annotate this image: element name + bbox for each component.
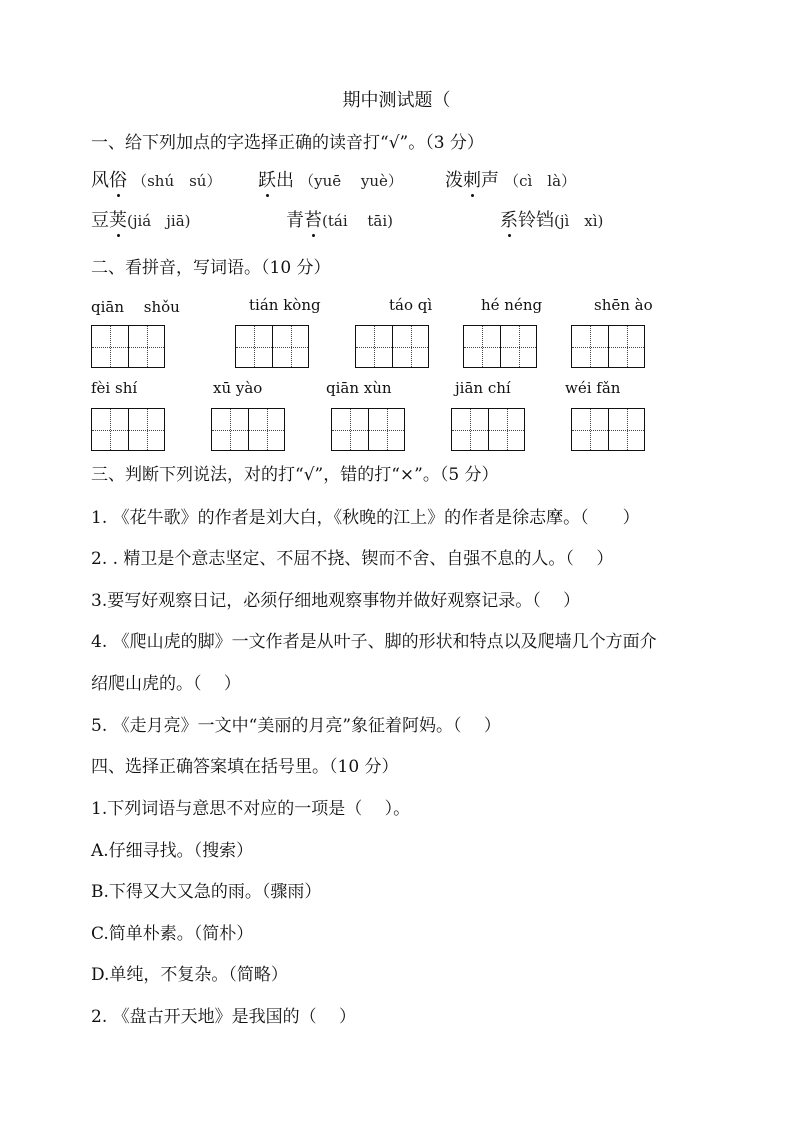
dotted-char: 刺 — [463, 166, 481, 192]
writing-grid[interactable] — [91, 408, 165, 451]
section2-heading: 二、看拼音，写词语。（10 分） — [91, 258, 331, 278]
grid-cell[interactable] — [332, 409, 368, 450]
section4-heading: 四、选择正确答案填在括号里。（10 分） — [91, 757, 399, 777]
grid-cell[interactable] — [500, 326, 536, 367]
pinyin-label: fèi shí — [91, 379, 138, 397]
pinyin-label: jiān chí — [455, 379, 511, 397]
judgment-item-1: 1. 《花牛歌》的作者是刘大白，《秋晚的江上》的作者是徐志摩。（ ） — [91, 508, 640, 528]
section1-item-6 — [500, 206, 603, 232]
grid-cell[interactable] — [92, 409, 128, 450]
writing-grid[interactable] — [211, 408, 285, 451]
pinyin-options: （cì là） — [504, 172, 577, 190]
grid-cell[interactable] — [272, 326, 308, 367]
judgment-item-3: 3.要写好观察日记，必须仔细地观察事物并做好观察记录。（ ） — [91, 591, 581, 611]
writing-grid[interactable] — [571, 325, 645, 368]
pinyin-label: táo qì — [389, 296, 433, 314]
writing-grid[interactable] — [355, 325, 429, 368]
writing-grid[interactable] — [235, 325, 309, 368]
section1-heading: 一、给下列加点的字选择正确的读音打“√”。（3 分） — [91, 133, 484, 153]
question-1: 1.下列词语与意思不对应的一项是（ ）。 — [91, 799, 411, 819]
grid-cell[interactable] — [236, 326, 272, 367]
grid-cell[interactable] — [452, 409, 488, 450]
option-c: C.简单朴素。（简朴） — [91, 924, 254, 944]
dotted-char: 荚 — [109, 206, 127, 232]
word-text: 出 — [276, 170, 294, 191]
grid-cell[interactable] — [392, 326, 428, 367]
pinyin-options: (tái tāi) — [322, 212, 394, 230]
pinyin-options: （yuē yuè） — [299, 172, 403, 190]
option-d: D.单纯，不复杂。（简略） — [91, 965, 288, 985]
word-text: 泼 — [445, 170, 463, 191]
option-b: B.下得又大又急的雨。（骤雨） — [91, 882, 322, 902]
grid-cell[interactable] — [356, 326, 392, 367]
dotted-char: 俗 — [109, 166, 127, 192]
grid-cell[interactable] — [608, 409, 644, 450]
question-2: 2. 《盘古开天地》是我国的（ ） — [91, 1007, 357, 1027]
word-text: 声 — [481, 170, 499, 191]
judgment-item-2: 2. . 精卫是个意志坚定、不屈不挠、锲而不舍、自强不息的人。（ ） — [91, 549, 614, 569]
word-text: 风 — [91, 170, 109, 191]
grid-cell[interactable] — [464, 326, 500, 367]
section1-item-1 — [91, 166, 221, 192]
pinyin-label: tián kòng — [249, 296, 321, 314]
section3-heading: 三、判断下列说法，对的打“√”，错的打“×”。（5 分） — [91, 465, 499, 485]
page-title: 期中测试题（ — [342, 90, 451, 111]
pinyin-label: qiān xùn — [326, 379, 392, 397]
writing-grid[interactable] — [91, 325, 165, 368]
writing-grid[interactable] — [571, 408, 645, 451]
writing-grid[interactable] — [331, 408, 405, 451]
pinyin-label: qiān shǒu — [91, 298, 180, 316]
grid-cell[interactable] — [488, 409, 524, 450]
grid-cell[interactable] — [608, 326, 644, 367]
word-text: 铃铛 — [518, 210, 554, 231]
section1-item-3 — [445, 166, 576, 192]
section1-item-5 — [286, 206, 393, 232]
grid-cell[interactable] — [572, 326, 608, 367]
judgment-item-4: 4. 《爬山虎的脚》一文作者是从叶子、脚的形状和特点以及爬墙几个方面介 — [91, 632, 657, 652]
grid-cell[interactable] — [212, 409, 248, 450]
section1-item-4 — [91, 206, 191, 232]
option-a: A.仔细寻找。（搜索） — [91, 841, 254, 861]
section1-item-2 — [258, 166, 403, 192]
grid-cell[interactable] — [248, 409, 284, 450]
dotted-char: 系 — [500, 206, 518, 232]
word-text: 青 — [286, 210, 304, 231]
dotted-char: 跃 — [258, 166, 276, 192]
grid-cell[interactable] — [92, 326, 128, 367]
word-text: 豆 — [91, 210, 109, 231]
writing-grid[interactable] — [463, 325, 537, 368]
pinyin-label: xū yào — [213, 379, 263, 397]
pinyin-options: （shú sú） — [132, 172, 222, 190]
pinyin-options: (jì xì) — [554, 212, 604, 230]
grid-cell[interactable] — [368, 409, 404, 450]
dotted-char: 苔 — [304, 206, 322, 232]
pinyin-label: hé néng — [481, 296, 543, 314]
pinyin-label: wéi fǎn — [565, 379, 621, 397]
judgment-item-5: 5. 《走月亮》一文中“美丽的月亮”象征着阿妈。（ ） — [91, 716, 501, 736]
grid-cell[interactable] — [128, 409, 164, 450]
pinyin-label: shēn ào — [594, 296, 653, 314]
grid-cell[interactable] — [572, 409, 608, 450]
pinyin-options: (jiá jiā) — [127, 212, 191, 230]
writing-grid[interactable] — [451, 408, 525, 451]
grid-cell[interactable] — [128, 326, 164, 367]
judgment-item-4-cont: 绍爬山虎的。（ ） — [91, 674, 241, 694]
